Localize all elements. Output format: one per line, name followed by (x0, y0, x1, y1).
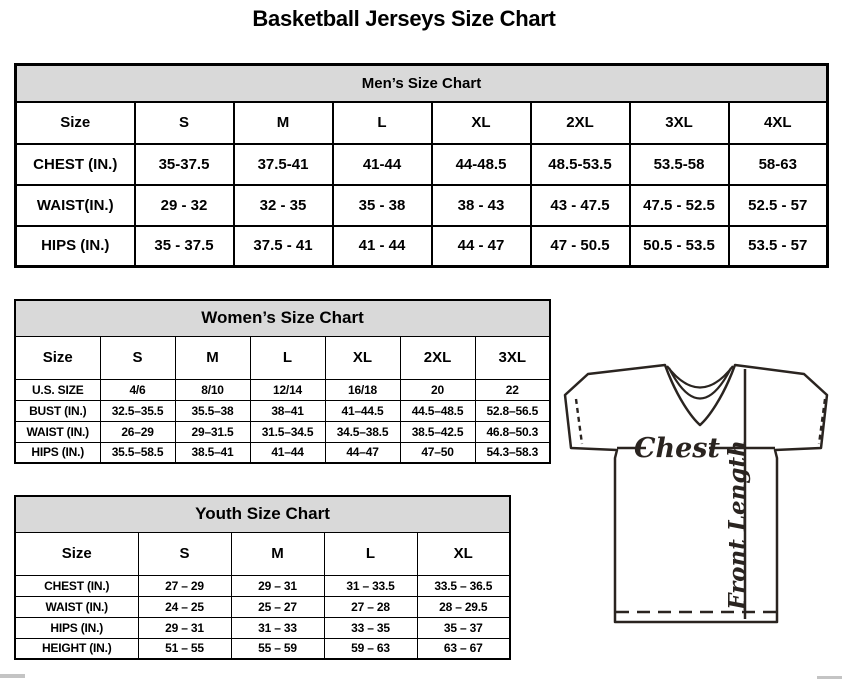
value-cell: 35 - 38 (333, 185, 432, 226)
row-label: HIPS (IN.) (15, 617, 138, 638)
value-cell: 63 – 67 (417, 638, 510, 659)
value-cell: 35.5–38 (175, 400, 250, 421)
value-cell: 31 – 33.5 (324, 575, 417, 596)
value-cell: 55 – 59 (231, 638, 324, 659)
value-cell: 8/10 (175, 379, 250, 400)
size-header-cell: L (333, 102, 432, 144)
row-label: BUST (IN.) (15, 400, 100, 421)
size-header-cell: 3XL (630, 102, 729, 144)
value-cell: 24 – 25 (138, 596, 231, 617)
table-title: Men’s Size Chart (16, 65, 828, 102)
value-cell: 29 – 31 (138, 617, 231, 638)
youth-size-chart-table (14, 495, 511, 660)
value-cell: 41–44 (250, 442, 325, 463)
page-title: Basketball Jerseys Size Chart (252, 6, 556, 31)
front-length-label: Front Length (724, 440, 751, 610)
value-cell: 31.5–34.5 (250, 421, 325, 442)
value-cell: 33.5 – 36.5 (417, 575, 510, 596)
size-header-cell: 2XL (531, 102, 630, 144)
size-header-cell: XL (417, 532, 510, 575)
size-header-label: Size (16, 102, 135, 144)
row-label: U.S. SIZE (15, 379, 100, 400)
value-cell: 44 - 47 (432, 226, 531, 267)
value-cell: 33 – 35 (324, 617, 417, 638)
value-cell: 37.5-41 (234, 144, 333, 185)
size-header-cell: 4XL (729, 102, 828, 144)
womens-size-chart-table (14, 299, 551, 464)
size-header-cell: 2XL (400, 336, 475, 379)
value-cell: 35 - 37.5 (135, 226, 234, 267)
size-header-cell: 3XL (475, 336, 550, 379)
size-header-label: Size (15, 336, 100, 379)
value-cell: 28 – 29.5 (417, 596, 510, 617)
size-header-cell: L (324, 532, 417, 575)
mens-size-chart-table (14, 63, 829, 268)
collar-band-line (667, 366, 733, 388)
jersey-diagram (558, 362, 843, 632)
value-cell: 47 - 50.5 (531, 226, 630, 267)
value-cell: 51 – 55 (138, 638, 231, 659)
value-cell: 54.3–58.3 (475, 442, 550, 463)
value-cell: 53.5-58 (630, 144, 729, 185)
value-cell: 37.5 - 41 (234, 226, 333, 267)
size-header-cell: M (175, 336, 250, 379)
value-cell: 43 - 47.5 (531, 185, 630, 226)
row-label: CHEST (IN.) (15, 575, 138, 596)
page-edge-artifact-left (0, 674, 25, 678)
value-cell: 38–41 (250, 400, 325, 421)
value-cell: 52.5 - 57 (729, 185, 828, 226)
value-cell: 27 – 29 (138, 575, 231, 596)
size-header-cell: L (250, 336, 325, 379)
row-label: WAIST (IN.) (15, 596, 138, 617)
value-cell: 16/18 (325, 379, 400, 400)
table-title: Youth Size Chart (15, 496, 510, 532)
value-cell: 44–47 (325, 442, 400, 463)
size-header-cell: S (135, 102, 234, 144)
value-cell: 47.5 - 52.5 (630, 185, 729, 226)
value-cell: 48.5-53.5 (531, 144, 630, 185)
chest-label: Chest (634, 433, 720, 464)
value-cell: 58-63 (729, 144, 828, 185)
value-cell: 35.5–58.5 (100, 442, 175, 463)
value-cell: 29 - 32 (135, 185, 234, 226)
value-cell: 41 - 44 (333, 226, 432, 267)
size-header-cell: M (234, 102, 333, 144)
size-header-cell: S (100, 336, 175, 379)
value-cell: 27 – 28 (324, 596, 417, 617)
size-header-label: Size (15, 532, 138, 575)
value-cell: 41–44.5 (325, 400, 400, 421)
value-cell: 53.5 - 57 (729, 226, 828, 267)
value-cell: 35 – 37 (417, 617, 510, 638)
value-cell: 41-44 (333, 144, 432, 185)
value-cell: 35-37.5 (135, 144, 234, 185)
row-label: WAIST (IN.) (15, 421, 100, 442)
size-header-cell: XL (325, 336, 400, 379)
value-cell: 32 - 35 (234, 185, 333, 226)
value-cell: 44-48.5 (432, 144, 531, 185)
value-cell: 38 - 43 (432, 185, 531, 226)
value-cell: 25 – 27 (231, 596, 324, 617)
size-header-cell: S (138, 532, 231, 575)
value-cell: 44.5–48.5 (400, 400, 475, 421)
value-cell: 29 – 31 (231, 575, 324, 596)
table-title: Women’s Size Chart (15, 300, 550, 336)
value-cell: 59 – 63 (324, 638, 417, 659)
row-label: HIPS (IN.) (16, 226, 135, 267)
value-cell: 31 – 33 (231, 617, 324, 638)
jersey-outline-icon (565, 365, 827, 622)
row-label: WAIST(IN.) (16, 185, 135, 226)
row-label: HIPS (IN.) (15, 442, 100, 463)
row-label: CHEST (IN.) (16, 144, 135, 185)
value-cell: 29–31.5 (175, 421, 250, 442)
value-cell: 50.5 - 53.5 (630, 226, 729, 267)
value-cell: 46.8–50.3 (475, 421, 550, 442)
jersey-diagram-svg (558, 362, 843, 632)
value-cell: 26–29 (100, 421, 175, 442)
row-label: HEIGHT (IN.) (15, 638, 138, 659)
value-cell: 47–50 (400, 442, 475, 463)
value-cell: 38.5–41 (175, 442, 250, 463)
value-cell: 4/6 (100, 379, 175, 400)
value-cell: 22 (475, 379, 550, 400)
value-cell: 32.5–35.5 (100, 400, 175, 421)
size-header-cell: XL (432, 102, 531, 144)
value-cell: 38.5–42.5 (400, 421, 475, 442)
value-cell: 34.5–38.5 (325, 421, 400, 442)
value-cell: 20 (400, 379, 475, 400)
value-cell: 12/14 (250, 379, 325, 400)
size-header-cell: M (231, 532, 324, 575)
value-cell: 52.8–56.5 (475, 400, 550, 421)
